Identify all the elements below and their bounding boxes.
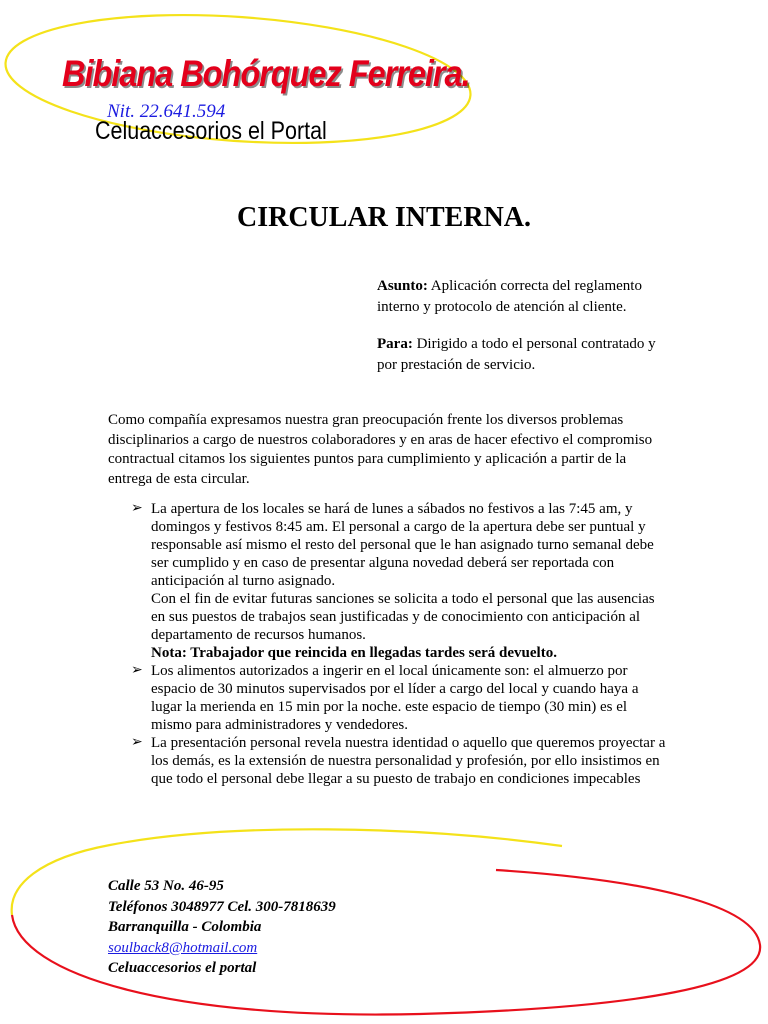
document-title: CIRCULAR INTERNA. xyxy=(236,202,532,233)
footer-address: Calle 53 No. 46-95 xyxy=(108,878,224,894)
company-name: Bibiana Bohórquez Ferreira. xyxy=(62,53,470,94)
list-item xyxy=(108,662,668,734)
arrowhead-bullet-icon: ➢ xyxy=(131,663,143,678)
point-extra-text: Con el fin de evitar futuras sanciones se solicita a todo el personal que las ausencias en sus puestos de trabajos sean justificadas y de conocimiento con anticipación al departamento de recursos humanos. xyxy=(151,591,655,643)
footer-contact xyxy=(108,876,336,979)
footer-city: Barranquilla - Colombia xyxy=(108,919,262,935)
list-item xyxy=(108,734,668,788)
arrowhead-bullet-icon: ➢ xyxy=(131,735,143,750)
para-block xyxy=(377,334,667,376)
footer-store: Celuaccesorios el portal xyxy=(108,960,257,976)
footer-phones: Teléfonos 3048977 Cel. 300-7818639 xyxy=(108,898,336,915)
point-text: La presentación personal revela nuestra identidad o aquello que queremos proyectar a los demás, es la extensión de nuestra personalidad y profesión, por ello insistimos en que todo el personal debe llegar a su puesto de trabajo en condiciones impecables xyxy=(151,735,666,787)
points-list xyxy=(108,500,668,788)
asunto-text: Aplicación correcta del reglamento interno y protocolo de atención al cliente. xyxy=(377,278,642,315)
footer-email-link[interactable]: soulback8@hotmail.com xyxy=(108,939,258,956)
asunto-block xyxy=(377,276,667,318)
list-item xyxy=(108,500,668,662)
store-name: Celuaccesorios el Portal xyxy=(95,117,327,145)
point-note: Nota: Trabajador que reincida en llegadas tardes será devuelto. xyxy=(151,645,557,661)
arrowhead-bullet-icon: ➢ xyxy=(131,501,143,516)
point-text: La apertura de los locales se hará de lunes a sábados no festivos a las 7:45 am, y domingos y festivos 8:45 am. El personal a cargo de la apertura debe ser puntual y responsable así mismo el resto del personal que le han asignado turno semanal debe ser cumplido y en caso de presentar alguna novedad deberá ser reportada con anticipación al turno asignado. xyxy=(151,501,654,589)
asunto-label: Asunto: xyxy=(377,278,428,294)
intro-paragraph: Como compañía expresamos nuestra gran preocupación frente los diversos problemas disciplinarios a cargo de nuestros colaboradores y en aras de hacer efectivo el compromiso contractual citamos los siguientes puntos para cumplimiento y aplicación a partir de la entrega de esta circular. xyxy=(108,412,653,487)
nit-number: Nit. 22.641.594 xyxy=(107,101,226,122)
point-text: Los alimentos autorizados a ingerir en el local únicamente son: el almuerzo por espacio de 30 minutos supervisados por el líder a cargo del local y cuando haya a lugar la merienda en 15 min por la noche. este espacio de tiempo (30 min) es el mismo para administradores y vendedores. xyxy=(151,663,639,733)
para-label: Para: xyxy=(377,336,413,352)
para-text: Dirigido a todo el personal contratado y por prestación de servicio. xyxy=(377,336,656,373)
